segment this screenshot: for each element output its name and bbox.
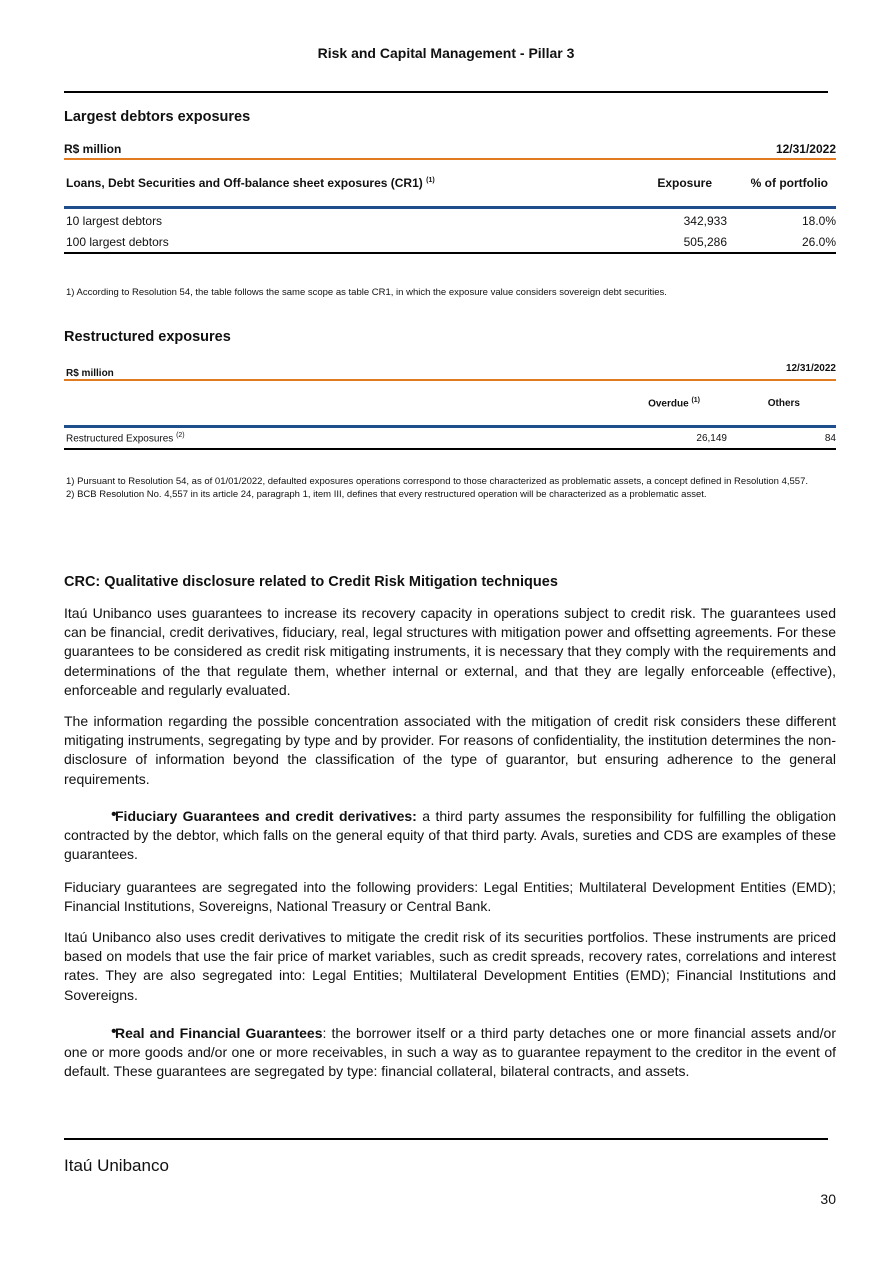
crc-paragraph-3: Fiduciary guarantees are segregated into the following providers: Legal Entities; Multilateral Development Entities (EMD); Financial Institutions, Sovereigns, National Treasury or Central Bank. bbox=[64, 879, 836, 915]
table-header-row bbox=[64, 160, 836, 206]
column-header-label: Loans, Debt Securities and Off-balance sheet exposures (CR1) $^{(1)}$ bbox=[66, 176, 435, 190]
footnote-1: 1) Pursuant to Resolution 54, as of 01/01/2022, defaulted exposures operations correspond to those characterized as problematic assets, a concept defined in Resolution 4,557. bbox=[66, 476, 808, 487]
column-header-overdue: Overdue $^{(1)}$ bbox=[648, 396, 700, 410]
largest-debtors-table bbox=[64, 142, 836, 254]
page-number: 30 bbox=[820, 1191, 836, 1207]
crc-title: CRC: Qualitative disclosure related to Credit Risk Mitigation techniques bbox=[64, 574, 558, 590]
table-row: Restructured Exposures $^{(2)}$ 26,149 84 bbox=[66, 431, 836, 445]
column-header-others: Others bbox=[767, 397, 800, 409]
bullet-real-financial: •Real and Financial Guarantees: the borrower itself or a third party detaches one or more financial assets and/or one or more goods and/or one or more receivables, in such a way as to guarantee repayment to the creditor in the event of default. These guarantees are segregated by type: financial collateral, bilateral contracts, and assets. bbox=[64, 1023, 836, 1080]
largest-debtors-footnote: 1) According to Resolution 54, the table follows the same scope as table CR1, in which the exposure value considers sovereign debt securities. bbox=[66, 287, 667, 298]
largest-debtors-title: Largest debtors exposures bbox=[64, 109, 251, 125]
unit-label: R$ million bbox=[64, 142, 122, 156]
crc-paragraph-4: Itaú Unibanco also uses credit derivatives to mitigate the credit risk of its securities portfolios. These instruments are priced based on models that use the fair price of market variables, such as credit spreads, recovery rates, correlations and interest rates. They are also segregated into: Legal Entities; Multilateral Development Entities (EMD); Financial Institutions and Sovereigns. bbox=[64, 929, 836, 1003]
table-row: 100 largest debtors 505,286 26.0% bbox=[66, 234, 836, 249]
table-header-row bbox=[64, 381, 836, 425]
page-header-title: Risk and Capital Management - Pillar 3 bbox=[317, 45, 575, 61]
column-header-pct: % of portfolio bbox=[750, 176, 828, 190]
restructured-title: Restructured exposures bbox=[64, 329, 231, 345]
table-unit-row bbox=[64, 142, 836, 158]
restructured-footnotes bbox=[66, 475, 836, 501]
header-rule bbox=[64, 91, 828, 93]
table-bottom-rule bbox=[64, 252, 836, 254]
restructured-table bbox=[64, 363, 836, 450]
table-unit-row: R$ million 12/31/2022 bbox=[66, 363, 836, 379]
date-label: 12/31/2022 bbox=[775, 142, 836, 156]
column-header-exposure: Exposure bbox=[657, 176, 712, 190]
table-row: 10 largest debtors 342,933 18.0% bbox=[66, 213, 836, 228]
table-bottom-rule bbox=[64, 448, 836, 450]
footnote-2: 2) BCB Resolution No. 4,557 in its article 24, paragraph 1, item III, defines that every restructured operation will be characterized as a problematic asset. bbox=[66, 489, 707, 500]
bullet-fiduciary: •Fiduciary Guarantees and credit derivatives: a third party assumes the responsibility for fulfilling the obligation contracted by the debtor, which falls on the general equity of that third party. Avals, sureties and CDS are examples of these guarantees. bbox=[64, 806, 837, 863]
footer-rule bbox=[64, 1138, 828, 1140]
crc-paragraph-2: The information regarding the possible concentration associated with the mitigation of credit risk considers these different mitigating instruments, segregating by type and by provider. For reasons of confidentiality, the institution determines the non-disclosure of information beyond the classification of the type of guarantor, but ensuring adherence to the general requirements. bbox=[64, 713, 836, 787]
crc-paragraph-1: Itaú Unibanco uses guarantees to increase its recovery capacity in operations subject to credit risk. The guarantees used can be financial, credit derivatives, fiduciary, real, legal structures with mitigation power and offsetting agreements. For these guarantees to be considered as credit risk mitigating instruments, it is necessary that they comply with the requirements and determinations of the that regulate them, whether internal or external, and that they are legally enforceable (effective), enforceable and regularly evaluated. bbox=[64, 605, 836, 698]
footer-brand: Itaú Unibanco bbox=[64, 1156, 169, 1175]
